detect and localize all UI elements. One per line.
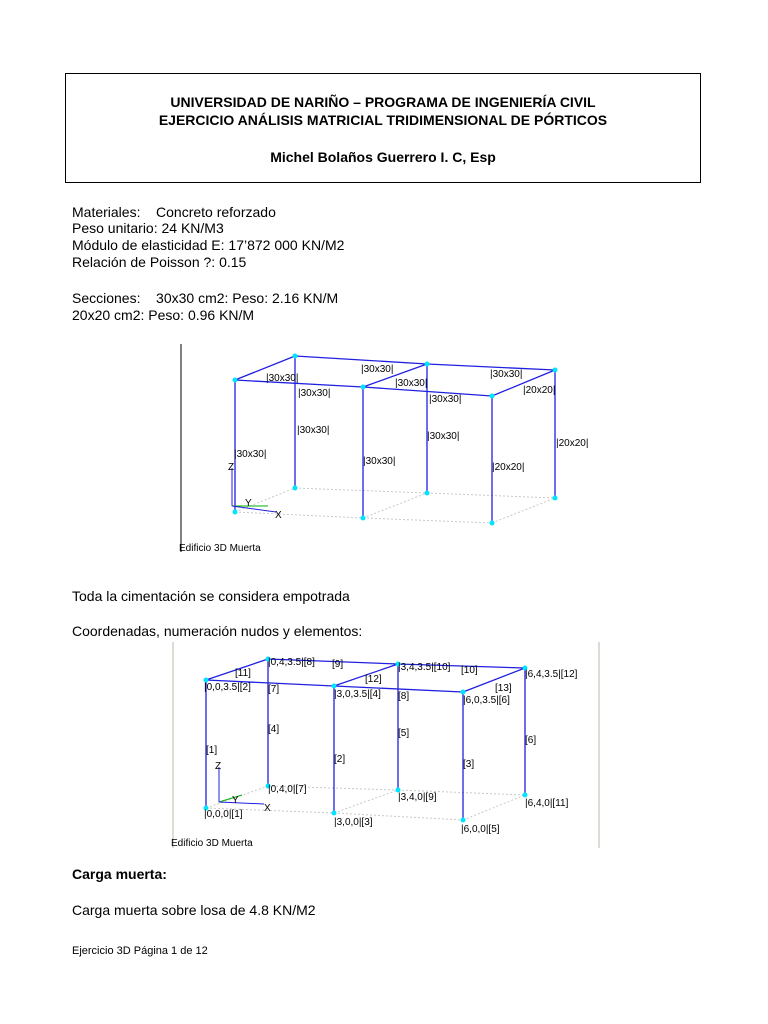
element-label: [4] (268, 724, 280, 735)
node-label: |3,0,3.5|[4] (334, 689, 381, 700)
frame-figure-coordinates (168, 640, 602, 852)
element-label: [11] (235, 668, 251, 679)
dead-load-title: Carga muerta: (72, 866, 167, 882)
member-label: |30x30| (427, 431, 460, 442)
materials-line-1: Materiales: Concreto reforzado (72, 204, 276, 220)
member-label: |30x30| (298, 388, 331, 399)
figure-caption: Edificio 3D Muerta (179, 543, 261, 554)
node-label: |6,4,0|[11] (525, 798, 569, 809)
coordinates-title: Coordenadas, numeración nudos y elementos: (72, 623, 363, 639)
member-label: |30x30| (490, 369, 523, 380)
page-footer: Ejercicio 3D Página 1 de 12 (72, 945, 208, 957)
header-author: Michel Bolaños Guerrero I. C, Esp (270, 149, 496, 165)
axis-y-label: Y (232, 795, 239, 806)
member-label: |30x30| (363, 456, 396, 467)
materials-line-3: Módulo de elasticidad E: 17’872 000 KN/M2 (72, 237, 345, 253)
axis-z-label: Z (228, 462, 235, 473)
node-label: |6,0,3.5|[6] (463, 695, 510, 706)
axis-y-label: Y (245, 498, 252, 509)
axis-x-label: X (264, 803, 271, 814)
element-label: [12] (365, 674, 382, 685)
member-label: |20x20| (492, 462, 525, 473)
node-label: |6,0,0|[5] (461, 824, 500, 835)
node-label: |0,4,0|[7] (268, 784, 307, 795)
node-label: |0,0,0|[1] (204, 809, 243, 820)
member-label: |20x20| (523, 385, 556, 396)
element-label: [5] (398, 728, 410, 739)
axis-x-label: X (275, 510, 282, 521)
node-label: |0,0,3.5|[2] (204, 682, 251, 693)
foundation-text: Toda la cimentación se considera empotrada (72, 588, 350, 604)
element-label: [3] (463, 759, 475, 770)
element-label: [7] (268, 684, 280, 695)
member-label: |30x30| (361, 364, 394, 375)
header-box (65, 73, 701, 183)
element-label: [13] (495, 683, 512, 694)
element-label: [8] (398, 691, 410, 702)
element-label: [1] (206, 745, 218, 756)
element-label: [2] (334, 754, 346, 765)
dead-load-text: Carga muerta sobre losa de 4.8 KN/M2 (72, 902, 316, 918)
element-label: [6] (525, 735, 537, 746)
sections-line-1: Secciones: 30x30 cm2: Peso: 2.16 KN/M (72, 290, 339, 306)
member-label: |30x30| (266, 373, 299, 384)
materials-line-2: Peso unitario: 24 KN/M3 (72, 220, 224, 236)
header-title-2: EJERCICIO ANÁLISIS MATRICIAL TRIDIMENSIONAL DE PÓRTICOS (158, 112, 608, 128)
member-label: |20x20| (556, 438, 589, 449)
node-label: |3,0,0|[3] (334, 817, 373, 828)
axis-z-label: Z (215, 761, 222, 772)
member-label: |30x30| (297, 425, 330, 436)
frame-figure-sections (176, 340, 596, 560)
node-label: |3,4,0|[9] (398, 792, 437, 803)
node-label: |0,4,3.5|[8] (268, 657, 315, 668)
member-label: |30x30| (429, 394, 462, 405)
sections-line-2: 20x20 cm2: Peso: 0.96 KN/M (72, 307, 255, 323)
figure-caption: Edificio 3D Muerta (171, 838, 253, 849)
element-label: [9] (332, 659, 344, 670)
node-label: |3,4,3.5|[10] (398, 662, 451, 673)
materials-line-4: Relación de Poisson ?: 0.15 (72, 254, 247, 270)
header-title-1: UNIVERSIDAD DE NARIÑO – PROGRAMA DE INGENIERÍA CIVIL (170, 94, 596, 110)
element-label: [10] (461, 665, 478, 676)
member-label: |30x30| (234, 449, 267, 460)
member-label: |30x30| (395, 378, 428, 389)
node-label: |6,4,3.5|[12] (525, 669, 578, 680)
